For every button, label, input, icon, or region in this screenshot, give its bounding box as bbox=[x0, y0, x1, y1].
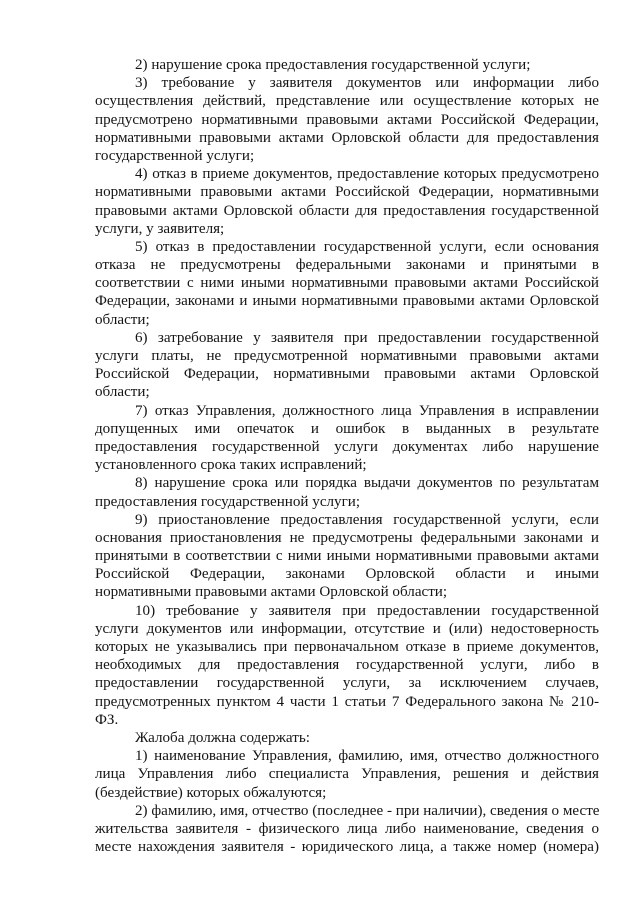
paragraph bbox=[95, 802, 599, 857]
paragraph-line: лица Управления либо специалиста Управления, решения и действия bbox=[95, 766, 599, 783]
paragraph bbox=[95, 402, 599, 475]
paragraph-line: установленного срока таких исправлений; bbox=[95, 457, 367, 474]
paragraph-line: области; bbox=[95, 311, 150, 328]
paragraph bbox=[95, 474, 599, 510]
paragraph bbox=[95, 165, 599, 238]
paragraph-line: предоставления государственной услуги документах либо нарушение bbox=[95, 438, 599, 455]
paragraph-line: которых не указывались при первоначальном отказе в приеме документов, bbox=[95, 639, 599, 655]
paragraph bbox=[95, 747, 599, 802]
paragraph-line: предоставлении государственной услуги, за исключением случаев, bbox=[95, 675, 599, 692]
paragraph-line: предусмотрено нормативными правовыми актами Российской Федерации, bbox=[95, 111, 599, 128]
paragraph-line: Жалоба должна содержать: bbox=[135, 729, 310, 746]
paragraph-line: 2) фамилию, имя, отчество (последнее - при наличии), сведения о месте bbox=[135, 802, 600, 819]
paragraph-line: 9) приостановление предоставления государственной услуги, если bbox=[135, 511, 599, 528]
paragraph-line: (бездействие) которых обжалуются; bbox=[95, 784, 327, 801]
paragraph bbox=[95, 238, 599, 329]
document-page bbox=[95, 56, 599, 856]
paragraph-line: отказа не предусмотрены федеральными законами и принятыми в bbox=[95, 257, 599, 274]
paragraph-line: 6) затребование у заявителя при предоставлении государственной bbox=[135, 329, 599, 346]
paragraph-line: принятыми в соответствии с ними иными нормативными правовыми актами bbox=[95, 548, 599, 565]
paragraph-line: Федерации, законами и иными нормативными правовыми актами Орловской bbox=[95, 293, 599, 310]
paragraph-line: допущенных ими опечаток и ошибок в выданных в результате bbox=[95, 420, 599, 437]
paragraph-line: жительства заявителя - физического лица либо наименование, сведения о bbox=[95, 820, 599, 837]
paragraph-line: соответствии с ними иными нормативными правовыми актами Российской bbox=[95, 275, 599, 292]
paragraph-line: предоставления государственной услуги; bbox=[95, 493, 361, 510]
paragraph-line: месте нахождения заявителя - юридического лица, а также номер (номера) bbox=[95, 839, 599, 856]
paragraph bbox=[95, 329, 599, 402]
paragraph bbox=[95, 729, 599, 747]
paragraph-line: 7) отказ Управления, должностного лица Управления в исправлении bbox=[135, 402, 599, 419]
paragraph-line: нормативными правовыми актами Российской Федерации, нормативными bbox=[95, 184, 599, 201]
paragraph-line: области; bbox=[95, 384, 150, 401]
paragraph bbox=[95, 602, 599, 729]
paragraph-line: государственной услуги; bbox=[95, 147, 255, 164]
paragraph-line: услуги, у заявителя; bbox=[95, 220, 225, 237]
paragraph-line: 4) отказ в приеме документов, предоставление которых предусмотрено bbox=[135, 166, 599, 183]
paragraph-line: 3) требование у заявителя документов или информации либо bbox=[135, 75, 599, 92]
paragraph-line: услуги документов или информации, отсутствие и (или) недостоверность bbox=[95, 620, 599, 637]
paragraph-line: необходимых для предоставления государственной услуги, либо в bbox=[95, 657, 599, 674]
paragraph-line: 5) отказ в предоставлении государственной услуги, если основания bbox=[135, 238, 599, 255]
paragraph-line: ФЗ. bbox=[95, 711, 119, 728]
paragraph bbox=[95, 56, 599, 74]
paragraph bbox=[95, 511, 599, 602]
paragraph-line: правовыми актами Орловской области для предоставления государственной bbox=[95, 202, 599, 219]
paragraph-line: предусмотренных пунктом 4 части 1 статьи 7 Федерального закона № 210- bbox=[95, 693, 599, 710]
paragraph-line: Российской Федерации, нормативными правовыми актами Орловской bbox=[95, 366, 599, 383]
paragraph-line: нормативными правовыми актами Орловской области для предоставления bbox=[95, 129, 599, 146]
paragraph-line: 2) нарушение срока предоставления государственной услуги; bbox=[135, 57, 531, 73]
paragraph-line: основания приостановления не предусмотрены федеральными законами и bbox=[95, 529, 599, 546]
paragraph bbox=[95, 74, 599, 165]
paragraph-line: 10) требование у заявителя при предоставлении государственной bbox=[135, 602, 599, 619]
paragraph-line: 8) нарушение срока или порядка выдачи документов по результатам bbox=[135, 475, 599, 492]
paragraph-line: нормативными правовыми актами Орловской области; bbox=[95, 584, 448, 601]
paragraph-line: осуществления действий, представление или осуществление которых не bbox=[95, 93, 599, 110]
paragraph-line: 1) наименование Управления, фамилию, имя, отчество должностного bbox=[135, 748, 599, 765]
paragraph-line: услуги платы, не предусмотренной нормативными правовыми актами bbox=[95, 348, 599, 364]
paragraph-line: Российской Федерации, законами Орловской области и иными bbox=[95, 566, 599, 583]
